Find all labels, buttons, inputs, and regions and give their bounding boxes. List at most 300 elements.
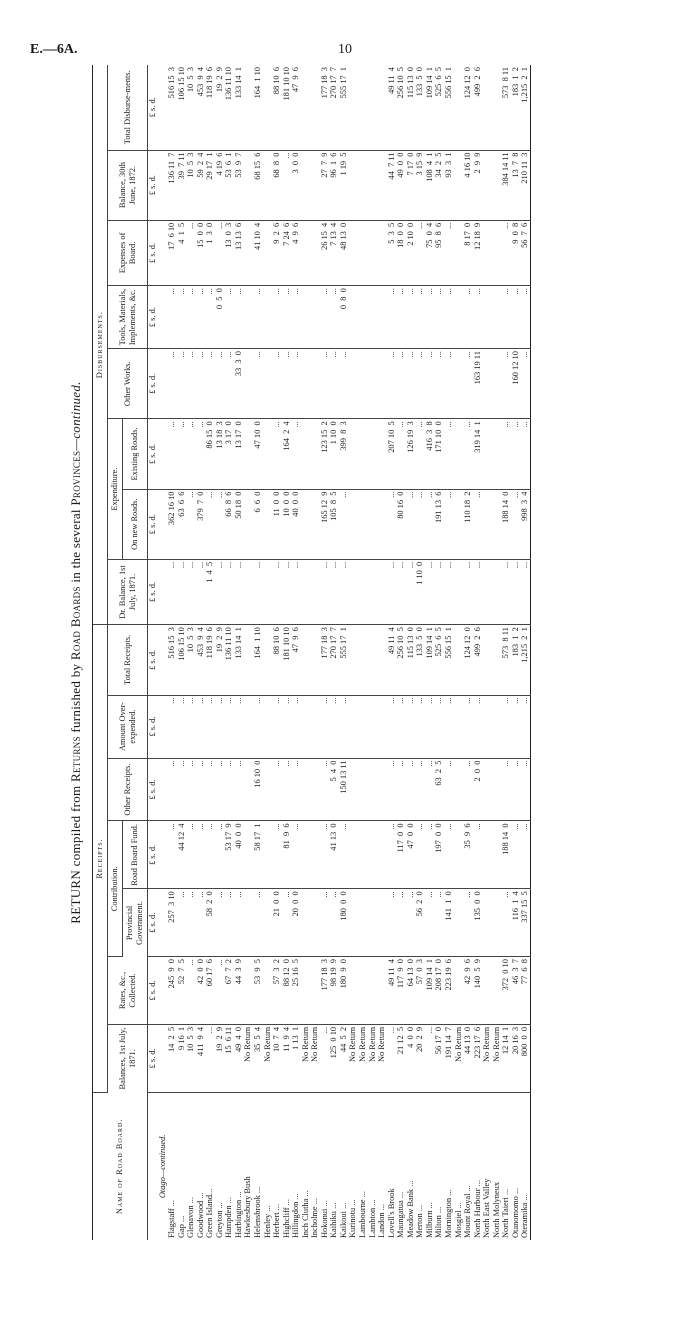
- cell-value: ...: [205, 823, 215, 830]
- cell-value: [454, 288, 464, 346]
- cell-value: [482, 959, 492, 1022]
- cell-value: 210 11 3: [520, 152, 530, 184]
- cell-value: ...: [463, 697, 473, 704]
- cell-value: 64 13 0: [405, 959, 415, 987]
- cell-value: 47 9 6: [291, 67, 301, 93]
- cell-value: 9 0 8: [510, 222, 520, 244]
- cell-value: ...: [434, 561, 444, 569]
- cell-value: No Return: [482, 1026, 492, 1063]
- cell-value: ...: [205, 1026, 215, 1034]
- cell-value: 44 12 4: [176, 823, 186, 851]
- cell-value: ...: [233, 891, 243, 898]
- cell-value: ...: [434, 697, 444, 704]
- cell-value: 150 13 11: [338, 760, 348, 794]
- cell-value: ...: [472, 288, 482, 295]
- section-row: [158, 65, 168, 1240]
- cell-value: [482, 823, 492, 886]
- cell-value: 256 10 5: [396, 627, 406, 659]
- group-header-disbursements: Disbursements.: [93, 65, 108, 625]
- cell-value: ...: [434, 351, 444, 358]
- cell-value: ...: [510, 760, 520, 767]
- cell-value: No Return: [300, 1026, 310, 1063]
- cell-value: 41 13 0: [329, 823, 339, 851]
- cell-value: [243, 223, 253, 283]
- cell-value: [348, 153, 358, 218]
- cell-value: [368, 891, 378, 954]
- board-name: Harbington ...: [233, 1191, 243, 1238]
- cell-value: 86 15 0: [205, 421, 215, 449]
- cell-value: 133 5 0: [415, 67, 425, 97]
- cell-value: 115 13 0: [405, 627, 415, 659]
- cell-value: ...: [224, 697, 234, 704]
- cell-value: 20 2 9: [415, 1026, 425, 1053]
- cell-value: [310, 153, 320, 218]
- cell-value: ...: [386, 491, 396, 498]
- cell-value: [301, 823, 311, 886]
- cell-value: ...: [434, 288, 444, 295]
- cell-value: ...: [338, 697, 348, 704]
- cell-value: 556 15 1: [443, 627, 453, 659]
- cell-value: [482, 761, 492, 819]
- cell-value: [301, 627, 311, 692]
- cell-value: 52 7 5: [176, 959, 186, 985]
- cell-value: [377, 421, 387, 486]
- cell-value: ...: [253, 288, 263, 295]
- col-header-overexpended: Amount Over-expended.: [108, 695, 148, 758]
- board-name: Mosgiel ...: [453, 1202, 463, 1238]
- cell-value: [454, 891, 464, 954]
- cell-value: 319 14 1: [472, 421, 482, 453]
- col-header-other-works: Other Works.: [108, 349, 148, 419]
- cell-value: [358, 153, 368, 218]
- cell-value: 573 8 11: [501, 627, 511, 659]
- cell-value: [492, 562, 502, 622]
- cell-value: 109 14 1: [424, 959, 434, 991]
- cell-value: [358, 627, 368, 692]
- cell-value: ...: [424, 891, 434, 898]
- cell-value: No Return: [491, 1026, 501, 1063]
- cell-value: [454, 67, 464, 148]
- board-name: Milburn ...: [424, 1202, 434, 1238]
- cell-value: [482, 891, 492, 954]
- col-header-expenditure: Expenditure.: [108, 419, 123, 559]
- cell-value: 525 6 5: [434, 627, 444, 657]
- cell-value: 3 0 0: [291, 152, 301, 174]
- cell-value: ...: [338, 823, 348, 830]
- cell-value: 223 17 6: [472, 1026, 482, 1059]
- cell-value: ...: [205, 288, 215, 295]
- cell-value: [358, 223, 368, 283]
- board-name: Kaihiku ...: [329, 1202, 339, 1238]
- cell-value: 75 0 4: [424, 222, 434, 248]
- cell-value: ...: [501, 760, 511, 767]
- cell-value: [358, 891, 368, 954]
- table-title: RETURN compiled from Returns furnished by Road Boards in the several Provinces—continued.: [68, 381, 83, 924]
- cell-value: ...: [510, 288, 520, 295]
- cell-value: 12 18 9: [472, 222, 482, 250]
- cell-value: 21 0 0: [272, 891, 282, 917]
- cell-value: 29 17 1: [205, 152, 215, 180]
- cell-value: ...: [272, 561, 282, 569]
- cell-value: 10 5 3: [186, 67, 196, 93]
- cell-value: 19 2 9: [214, 627, 224, 653]
- cell-value: 133 14 1: [233, 67, 243, 99]
- col-other-receipts: [167, 758, 530, 821]
- cell-value: ...: [281, 760, 291, 767]
- col-overexpended: [167, 695, 530, 758]
- currency-label: £ s. d.: [148, 695, 158, 758]
- cell-value: [243, 67, 253, 148]
- cell-value: [310, 288, 320, 346]
- currency-label: £ s. d.: [148, 286, 158, 349]
- cell-value: 1 10 0: [329, 421, 339, 445]
- cell-value: 20 16 3: [510, 1026, 520, 1055]
- cell-value: [377, 562, 387, 622]
- cell-value: ...: [291, 760, 301, 767]
- cell-value: 384 14 11: [501, 152, 511, 186]
- cell-value: ...: [463, 288, 473, 295]
- cell-value: 10 5 3: [186, 1026, 196, 1053]
- currency-label: £ s. d.: [148, 821, 158, 889]
- cell-value: 21 12 5: [396, 1026, 406, 1055]
- cell-value: ...: [415, 760, 425, 767]
- board-name: North Taieri ...: [501, 1188, 511, 1238]
- cell-value: ...: [329, 351, 339, 358]
- cell-value: ...: [520, 697, 530, 704]
- cell-value: ...: [186, 351, 196, 358]
- cell-value: ...: [195, 351, 205, 358]
- cell-value: 53 9 5: [253, 959, 263, 985]
- cell-value: [368, 223, 378, 283]
- board-name: Greyton ...: [214, 1202, 224, 1238]
- cell-value: ...: [386, 891, 396, 898]
- cell-value: [348, 288, 358, 346]
- road-board-returns-table: [92, 65, 531, 1240]
- cell-value: [358, 698, 368, 756]
- document-code: E.—6A.: [30, 42, 78, 57]
- cell-value: 58 17 1: [253, 823, 263, 851]
- board-name: Oteramika ...: [520, 1194, 530, 1238]
- col-header-existing-roads: Existing Roads.: [123, 419, 148, 489]
- cell-value: 998 3 4: [520, 491, 530, 521]
- cell-value: [454, 223, 464, 283]
- cell-value: [301, 288, 311, 346]
- cell-value: [482, 421, 492, 486]
- cell-value: [348, 67, 358, 148]
- cell-value: ...: [319, 351, 329, 358]
- cell-value: 77 6 8: [520, 959, 530, 985]
- cell-value: ...: [520, 351, 530, 358]
- currency-blank: [148, 1092, 158, 1240]
- cell-value: ...: [195, 760, 205, 767]
- board-name: Lambourne ...: [358, 1191, 368, 1238]
- cell-value: [492, 288, 502, 346]
- cell-value: 7 13 4: [329, 222, 339, 246]
- cell-value: ...: [233, 697, 243, 704]
- cell-value: No Return: [377, 1026, 387, 1063]
- cell-value: ...: [443, 561, 453, 569]
- cell-value: [301, 492, 311, 557]
- cell-value: 555 17 1: [338, 627, 348, 659]
- cell-value: 15 0 0: [195, 222, 205, 248]
- cell-value: ...: [205, 760, 215, 767]
- cell-value: 88 10 6: [272, 67, 282, 95]
- cell-value: 164 1 10: [253, 627, 263, 659]
- cell-value: 499 2 6: [472, 67, 482, 97]
- cell-value: ...: [396, 760, 406, 767]
- cell-value: ...: [520, 288, 530, 295]
- board-name: Kaikoui ...: [338, 1202, 348, 1238]
- cell-value: ...: [443, 222, 453, 230]
- cell-value: ...: [176, 421, 186, 428]
- cell-value: ...: [195, 421, 205, 428]
- cell-value: [301, 959, 311, 1022]
- cell-value: ...: [415, 421, 425, 428]
- cell-value: ...: [405, 760, 415, 767]
- cell-value: ...: [501, 222, 511, 230]
- cell-value: 6 6 0: [253, 491, 263, 513]
- cell-value: 124 12 0: [463, 67, 473, 99]
- cell-value: 95 8 6: [434, 222, 444, 248]
- cell-value: [358, 761, 368, 819]
- cell-value: 96 1 6: [329, 152, 339, 178]
- cell-value: [377, 153, 387, 218]
- board-name: Goodwood ...: [195, 1192, 205, 1238]
- cell-value: 2 10 0: [405, 222, 415, 246]
- cell-value: [377, 823, 387, 886]
- cell-value: 56 7 6: [520, 222, 530, 248]
- group-header-receipts: Receipts.: [93, 625, 108, 1093]
- cell-value: 110 18 2: [463, 491, 473, 523]
- cell-value: No Return: [262, 1026, 272, 1063]
- cell-value: 53 9 7: [233, 152, 243, 178]
- cell-value: 56 17 0: [434, 1026, 444, 1055]
- cell-value: 40 0 0: [291, 491, 301, 517]
- board-name: Henley ...: [262, 1205, 272, 1238]
- currency-label: £ s. d.: [148, 220, 158, 285]
- board-name: Meadow Bank ...: [405, 1180, 415, 1238]
- cell-value: ...: [424, 288, 434, 295]
- cell-value: [492, 67, 502, 148]
- cell-value: 180 9 0: [338, 959, 348, 989]
- cell-value: 362 16 10: [167, 491, 177, 526]
- cell-value: ...: [167, 351, 177, 358]
- cell-value: 67 7 2: [224, 959, 234, 985]
- cell-value: [377, 627, 387, 692]
- cell-value: ...: [463, 760, 473, 767]
- cell-value: 63 6 6: [176, 491, 186, 517]
- cell-value: 516 15 3: [167, 627, 177, 659]
- cell-value: ...: [329, 561, 339, 569]
- cell-value: [492, 891, 502, 954]
- cell-value: 18 0 0: [396, 222, 406, 248]
- cell-value: ...: [443, 421, 453, 428]
- currency-label: £ s. d.: [148, 758, 158, 821]
- cell-value: 26 15 4: [319, 222, 329, 250]
- cell-value: ...: [214, 222, 224, 230]
- cell-value: ...: [186, 491, 196, 498]
- rotated-table-container: [68, 65, 688, 1240]
- cell-value: [310, 959, 320, 1022]
- cell-value: [301, 351, 311, 416]
- cell-value: [492, 627, 502, 692]
- cell-value: 223 19 6: [443, 959, 453, 991]
- cell-value: ...: [520, 561, 530, 569]
- cell-value: ...: [186, 697, 196, 704]
- cell-value: 372 0 10: [501, 959, 511, 991]
- cell-value: ...: [510, 561, 520, 569]
- cell-value: 379 7 0: [195, 491, 205, 521]
- cell-value: ...: [272, 421, 282, 428]
- cell-value: 42 0 0: [195, 959, 205, 985]
- cell-value: 47 0 0: [405, 823, 415, 849]
- cell-value: 181 10 10: [281, 627, 291, 661]
- cell-value: [358, 492, 368, 557]
- cell-value: 555 17 1: [338, 67, 348, 99]
- cell-value: ...: [319, 823, 329, 830]
- cell-value: [243, 492, 253, 557]
- col-rates: [167, 957, 530, 1025]
- cell-value: No Return: [453, 1026, 463, 1063]
- cell-value: ...: [424, 1026, 434, 1034]
- cell-value: ...: [319, 288, 329, 295]
- cell-value: ...: [329, 697, 339, 704]
- cell-value: ...: [338, 351, 348, 358]
- cell-value: 44 7 11: [386, 152, 396, 180]
- cell-value: ...: [167, 561, 177, 569]
- cell-value: 118 19 6: [205, 627, 215, 659]
- cell-value: [492, 153, 502, 218]
- cell-value: 50 18 0: [233, 491, 243, 519]
- cell-value: 4 19 6: [214, 152, 224, 176]
- cell-value: [492, 823, 502, 886]
- board-name: Incholme ...: [310, 1197, 320, 1238]
- cell-value: 49 11 4: [386, 627, 396, 655]
- cell-value: 117 9 0: [396, 959, 406, 989]
- col-fund: [167, 821, 530, 889]
- cell-value: ...: [415, 697, 425, 704]
- cell-value: ...: [195, 823, 205, 830]
- cell-value: ...: [501, 421, 511, 428]
- cell-value: 25 16 5: [291, 959, 301, 987]
- cell-value: 171 10 0: [434, 421, 444, 453]
- cell-value: 68 15 6: [253, 152, 263, 180]
- cell-value: [377, 761, 387, 819]
- board-name: Lovell's Brook: [386, 1188, 396, 1238]
- cell-value: [263, 223, 273, 283]
- cell-value: ...: [424, 561, 434, 569]
- cell-value: ...: [272, 760, 282, 767]
- cell-value: ...: [214, 491, 224, 498]
- col-header-balances: Balances, 1st July, 1871.: [108, 1024, 148, 1092]
- cell-value: ...: [195, 561, 205, 569]
- cell-value: No Return: [310, 1026, 320, 1063]
- cell-value: 98 19 9: [329, 959, 339, 987]
- cell-value: 63 2 5: [434, 760, 444, 786]
- currency-label: £ s. d.: [148, 957, 158, 1025]
- cell-value: [301, 67, 311, 148]
- cell-value: [263, 627, 273, 692]
- cell-value: [310, 67, 320, 148]
- cell-value: 66 8 6: [224, 491, 234, 517]
- cell-value: ...: [510, 491, 520, 498]
- cell-value: [358, 959, 368, 1022]
- cell-value: [243, 891, 253, 954]
- cell-value: [310, 891, 320, 954]
- cell-value: 93 3 1: [443, 152, 453, 178]
- cell-value: No Return: [358, 1026, 368, 1063]
- board-name: Hillingdon ...: [291, 1193, 301, 1238]
- col-header-rates: Rates, &c., Collected.: [108, 957, 148, 1025]
- cell-value: ...: [281, 351, 291, 358]
- cell-value: [243, 761, 253, 819]
- cell-value: 191 13 6: [434, 491, 444, 523]
- cell-value: [377, 698, 387, 756]
- cell-value: 245 9 0: [167, 959, 177, 989]
- cell-value: ...: [167, 760, 177, 767]
- cell-value: [243, 698, 253, 756]
- cell-value: 19 2 9: [214, 67, 224, 93]
- board-name: Lambton ...: [367, 1199, 377, 1238]
- cell-value: ...: [501, 697, 511, 704]
- cell-value: [348, 351, 358, 416]
- cell-value: [243, 959, 253, 1022]
- cell-value: ...: [396, 891, 406, 898]
- cell-value: 164 1 10: [253, 67, 263, 99]
- cell-value: [301, 421, 311, 486]
- cell-value: [263, 562, 273, 622]
- cell-value: [492, 421, 502, 486]
- cell-value: 10 5 3: [186, 152, 196, 178]
- cell-value: ...: [195, 891, 205, 898]
- col-header-dr-balance: Dr. Balance, 1st July, 1871.: [108, 559, 148, 624]
- cell-value: ...: [319, 1026, 329, 1034]
- cell-value: ...: [272, 288, 282, 295]
- cell-value: 48 13 0: [338, 222, 348, 250]
- cell-value: ...: [386, 697, 396, 704]
- cell-value: 1,215 2 1: [520, 67, 530, 103]
- cell-value: [310, 421, 320, 486]
- col-header-other-receipts: Other Receipts.: [108, 758, 148, 821]
- cell-value: [263, 153, 273, 218]
- cell-value: ...: [501, 351, 511, 358]
- cell-value: ...: [214, 697, 224, 704]
- cell-value: 46 3 7: [510, 959, 520, 985]
- cell-value: [348, 492, 358, 557]
- cell-value: ...: [386, 561, 396, 569]
- cell-value: ...: [224, 351, 234, 358]
- cell-value: [482, 698, 492, 756]
- cell-value: [301, 891, 311, 954]
- cell-value: [243, 351, 253, 416]
- cell-value: ...: [281, 891, 291, 898]
- cell-value: ...: [510, 697, 520, 704]
- cell-value: ...: [396, 288, 406, 295]
- cell-value: [377, 492, 387, 557]
- board-name: North Harbour ...: [472, 1180, 482, 1238]
- cell-value: ...: [472, 491, 482, 498]
- cell-value: ...: [291, 421, 301, 428]
- cell-value: [263, 891, 273, 954]
- cell-value: ...: [214, 351, 224, 358]
- cell-value: 177 18 3: [319, 959, 329, 991]
- cell-value: ...: [319, 561, 329, 569]
- cell-value: 108 4 1: [424, 152, 434, 182]
- cell-value: ...: [281, 697, 291, 704]
- cell-value: 8 17 0: [463, 222, 473, 246]
- col-header-expenses: Expenses of Board.: [108, 220, 148, 285]
- cell-value: ...: [176, 351, 186, 358]
